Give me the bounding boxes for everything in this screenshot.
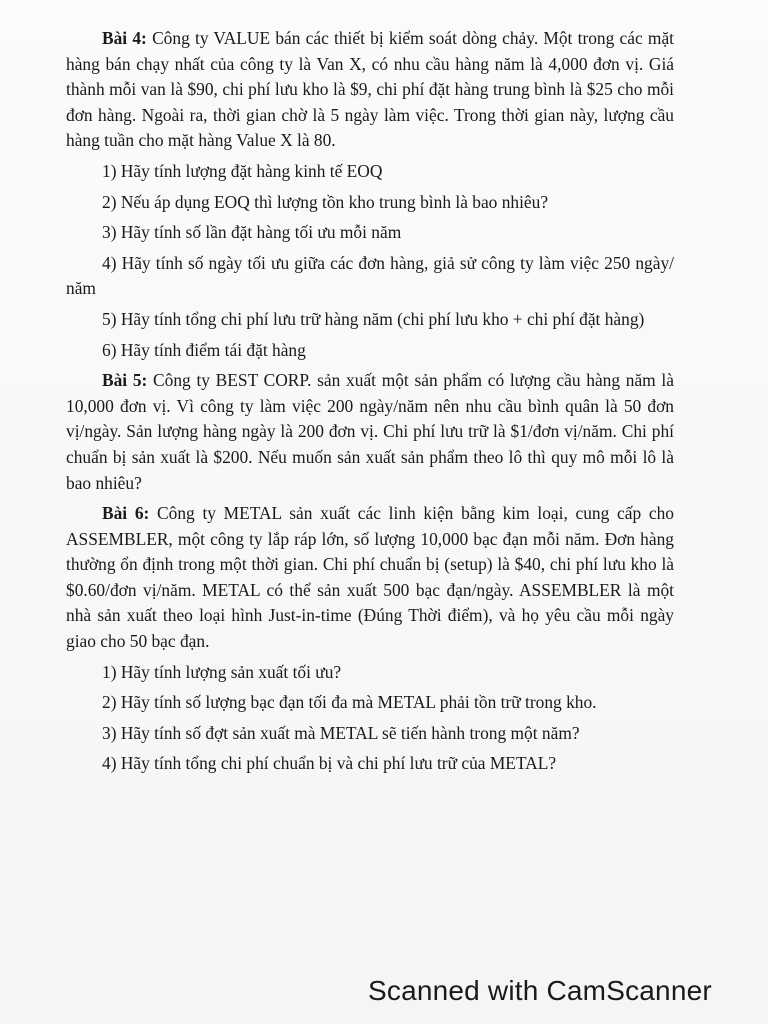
problem-4-statement	[66, 26, 674, 154]
problem-4-questions	[66, 159, 674, 363]
problem-6-question-4: 4) Hãy tính tổng chi phí chuẩn bị và chi phí lưu trữ của METAL?	[102, 753, 557, 774]
problem-4-question-5: 5) Hãy tính tổng chi phí lưu trữ hàng năm (chi phí lưu kho + chi phí đặt hàng)	[102, 308, 645, 329]
problem-4-text: Công ty VALUE bán các thiết bị kiểm soát dòng chảy. Một trong các mặt hàng bán chạy nhất của công ty là Van X, có nhu cầu hàng năm là 4,000 đơn vị. Giá thành mỗi van là $90, chi phí lưu kho là $9, chi phí đặt hàng trung bình là $25 cho mỗi đơn hàng. Ngoài ra, thời gian chờ là 5 ngày làm việc. Trong thời gian này, lượng cầu hàng tuần cho mặt hàng Value X là 80.	[66, 28, 674, 151]
problem-4	[66, 26, 674, 363]
problem-5	[66, 368, 674, 496]
problem-6-heading: Bài 6:	[102, 503, 150, 524]
problem-6-statement	[66, 501, 674, 655]
problem-6-questions	[66, 660, 674, 777]
problem-6	[66, 501, 674, 777]
problem-6-question-3: 3) Hãy tính số đợt sản xuất mà METAL sẽ tiến hành trong một năm?	[102, 722, 580, 743]
problem-6-text: Công ty METAL sản xuất các linh kiện bằng kim loại, cung cấp cho ASSEMBLER, một công ty lắp ráp lớn, số lượng 10,000 bạc đạn mỗi năm. Đơn hàng thường ổn định trong một thời gian. Chi phí chuẩn bị (setup) là $40, chi phí lưu kho là $0.60/đơn vị/năm. METAL có thể sản xuất 500 bạc đạn/ngày. ASSEMBLER là một nhà sản xuất theo loại hình Just-in-time (Đúng Thời điểm), và họ yêu cầu mỗi ngày giao cho 50 bạc đạn.	[66, 503, 674, 652]
problem-4-question-3: 3) Hãy tính số lần đặt hàng tối ưu mỗi năm	[102, 222, 402, 243]
problem-5-heading: Bài 5:	[102, 370, 148, 391]
problem-4-heading: Bài 4:	[102, 28, 147, 48]
problem-5-text: Công ty BEST CORP. sản xuất một sản phẩm có lượng cầu hàng năm là 10,000 đơn vị. Vì công ty làm việc 200 ngày/năm nên nhu cầu bình quân là 50 đơn vị/ngày. Sản lượng hàng ngày là 200 đơn vị. Chi phí lưu trữ là $1/đơn vị/năm. Chi phí chuẩn bị sản xuất là $200. Nếu muốn sản xuất sản phẩm theo lô thì quy mô mỗi lô là bao nhiêu?	[66, 370, 674, 493]
problem-4-question-4: 4) Hãy tính số ngày tối ưu giữa các đơn hàng, giả sử công ty làm việc 250 ngày/ năm	[66, 252, 674, 299]
camscanner-watermark: Scanned with CamScanner	[368, 975, 712, 1006]
problem-5-statement	[66, 368, 674, 496]
problem-4-question-1: 1) Hãy tính lượng đặt hàng kinh tế EOQ	[102, 160, 383, 181]
problem-6-question-2: 2) Hãy tính số lượng bạc đạn tối đa mà METAL phải tồn trữ trong kho.	[102, 692, 597, 713]
problem-4-question-2: 2) Nếu áp dụng EOQ thì lượng tồn kho trung bình là bao nhiêu?	[102, 191, 549, 212]
problem-6-question-1: 1) Hãy tính lượng sản xuất tối ưu?	[102, 661, 342, 682]
problem-4-question-6: 6) Hãy tính điểm tái đặt hàng	[102, 339, 306, 360]
